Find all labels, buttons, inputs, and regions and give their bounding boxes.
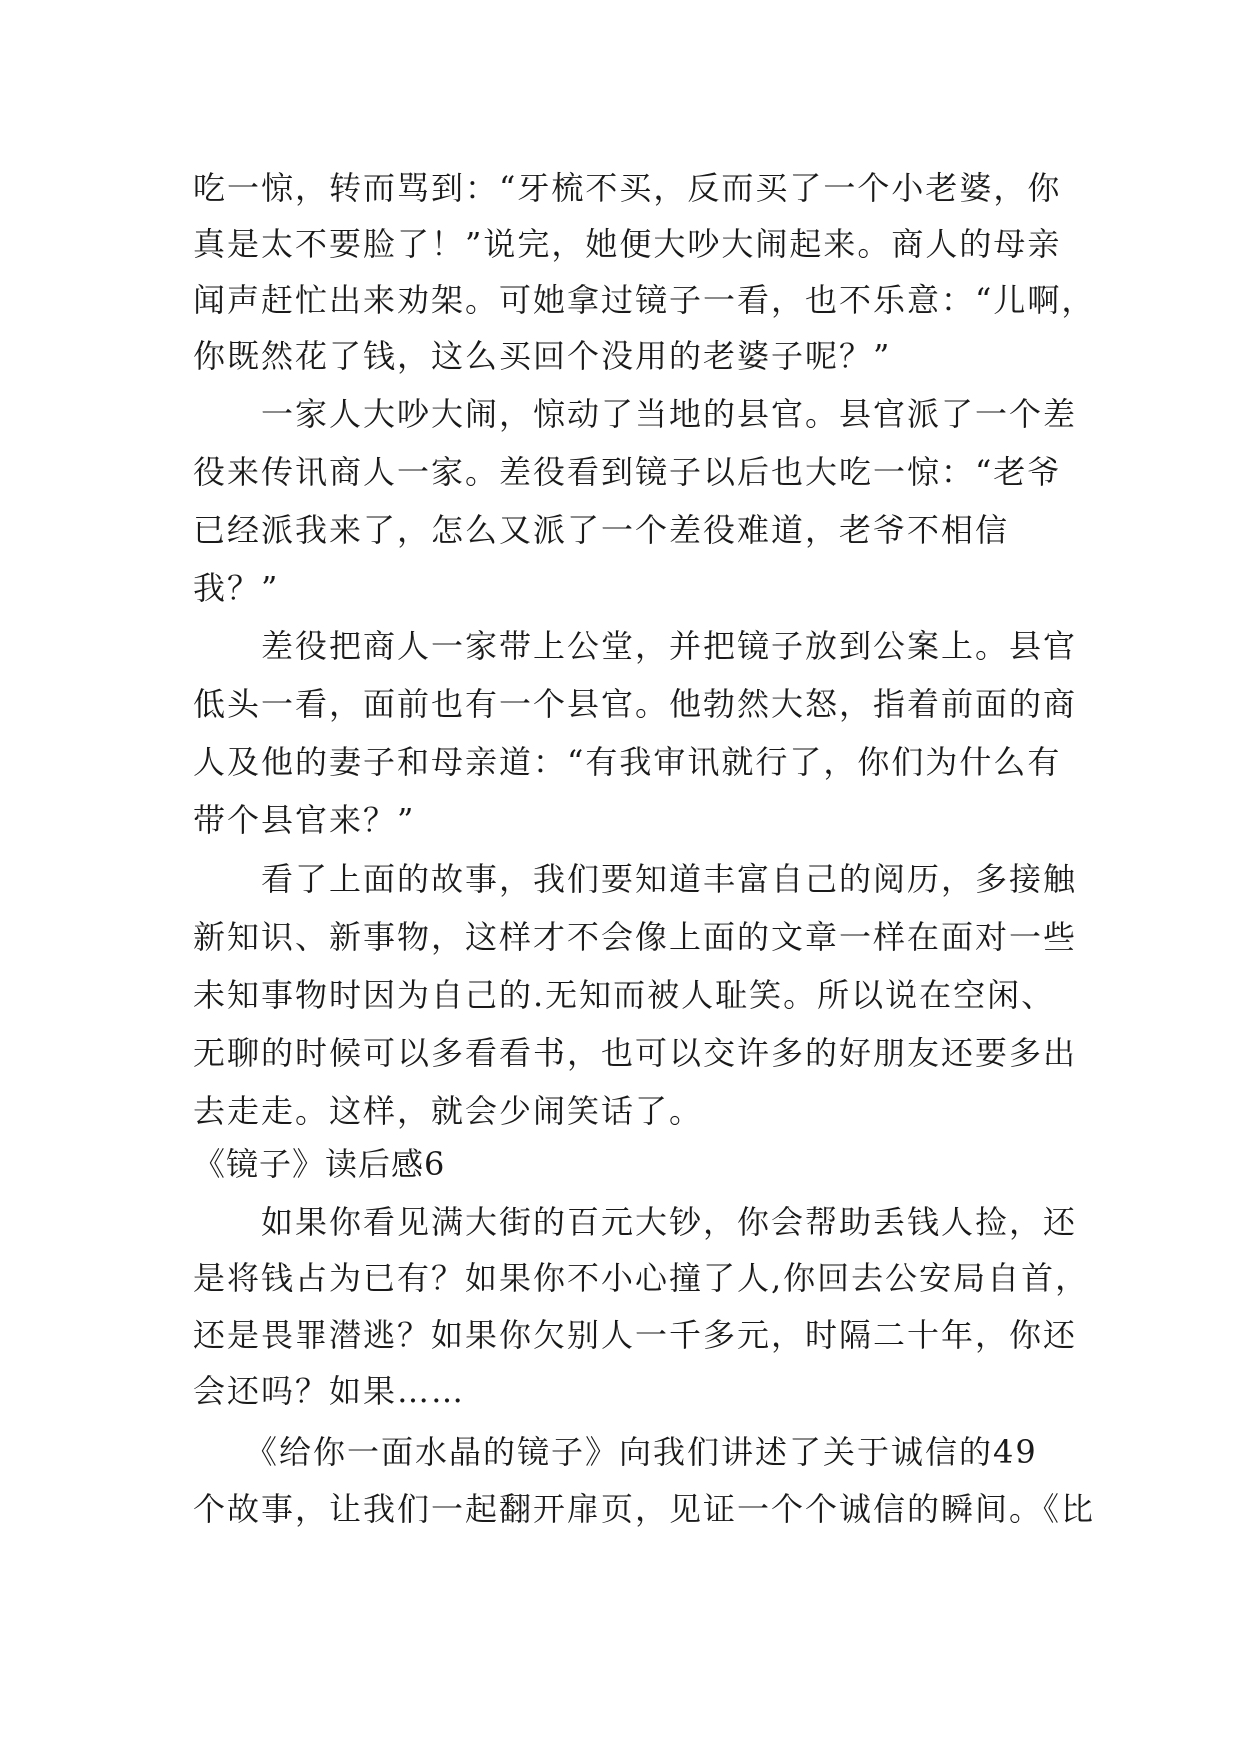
text-line: 已经派我来了，怎么又派了一个差役难道，老爷不相信: [193, 511, 1010, 549]
text-line: 吃一惊，转而骂到：“牙梳不买，反而买了一个小老婆，你: [193, 169, 1062, 207]
text-line: 是将钱占为已有？如果你不小心撞了人,你回去公安局自首，: [193, 1259, 1090, 1297]
text-line: 还是畏罪潜逃？如果你欠别人一千多元，时隔二十年，你还: [193, 1316, 1078, 1354]
text-line: 闻声赶忙出来劝架。可她拿过镜子一看，也不乐意：“儿啊，: [193, 281, 1096, 319]
text-line: 带个县官来？”: [193, 801, 416, 839]
text-line: 一家人大吵大闹，惊动了当地的县官。县官派了一个差: [193, 395, 1078, 433]
text-line: 你既然花了钱，这么买回个没用的老婆子呢？”: [193, 337, 892, 375]
text-line: 会还吗？如果……: [193, 1372, 466, 1410]
text-line: 无聊的时候可以多看看书，也可以交许多的好朋友还要多出: [193, 1034, 1078, 1072]
text-line: 《给你一面水晶的镜子》向我们讲述了关于诚信的49: [193, 1433, 1038, 1471]
text-line: 我？”: [193, 569, 280, 607]
text-line: 新知识、新事物，这样才不会像上面的文章一样在面对一些: [193, 918, 1078, 956]
text-line: 真是太不要脸了！”说完，她便大吵大闹起来。商人的母亲: [193, 225, 1062, 263]
text-line: 未知事物时因为自己的.无知而被人耻笑。所以说在空闲、: [193, 976, 1056, 1014]
text-line: 去走走。这样，就会少闹笑话了。: [193, 1092, 704, 1130]
text-line: 人及他的妻子和母亲道：“有我审讯就行了，你们为什么有: [193, 743, 1062, 781]
text-line: 差役把商人一家带上公堂，并把镜子放到公案上。县官: [193, 627, 1078, 665]
section-heading: 《镜子》读后感6: [193, 1145, 446, 1183]
text-line: 低头一看，面前也有一个县官。他勃然大怒，指着前面的商: [193, 685, 1078, 723]
text-line: 看了上面的故事，我们要知道丰富自己的阅历，多接触: [193, 860, 1078, 898]
text-line: 役来传讯商人一家。差役看到镜子以后也大吃一惊：“老爷: [193, 453, 1062, 491]
text-line: 如果你看见满大街的百元大钞，你会帮助丢钱人捡，还: [193, 1203, 1078, 1241]
text-line: 个故事，让我们一起翻开扉页，见证一个个诚信的瞬间。《比: [193, 1490, 1096, 1528]
